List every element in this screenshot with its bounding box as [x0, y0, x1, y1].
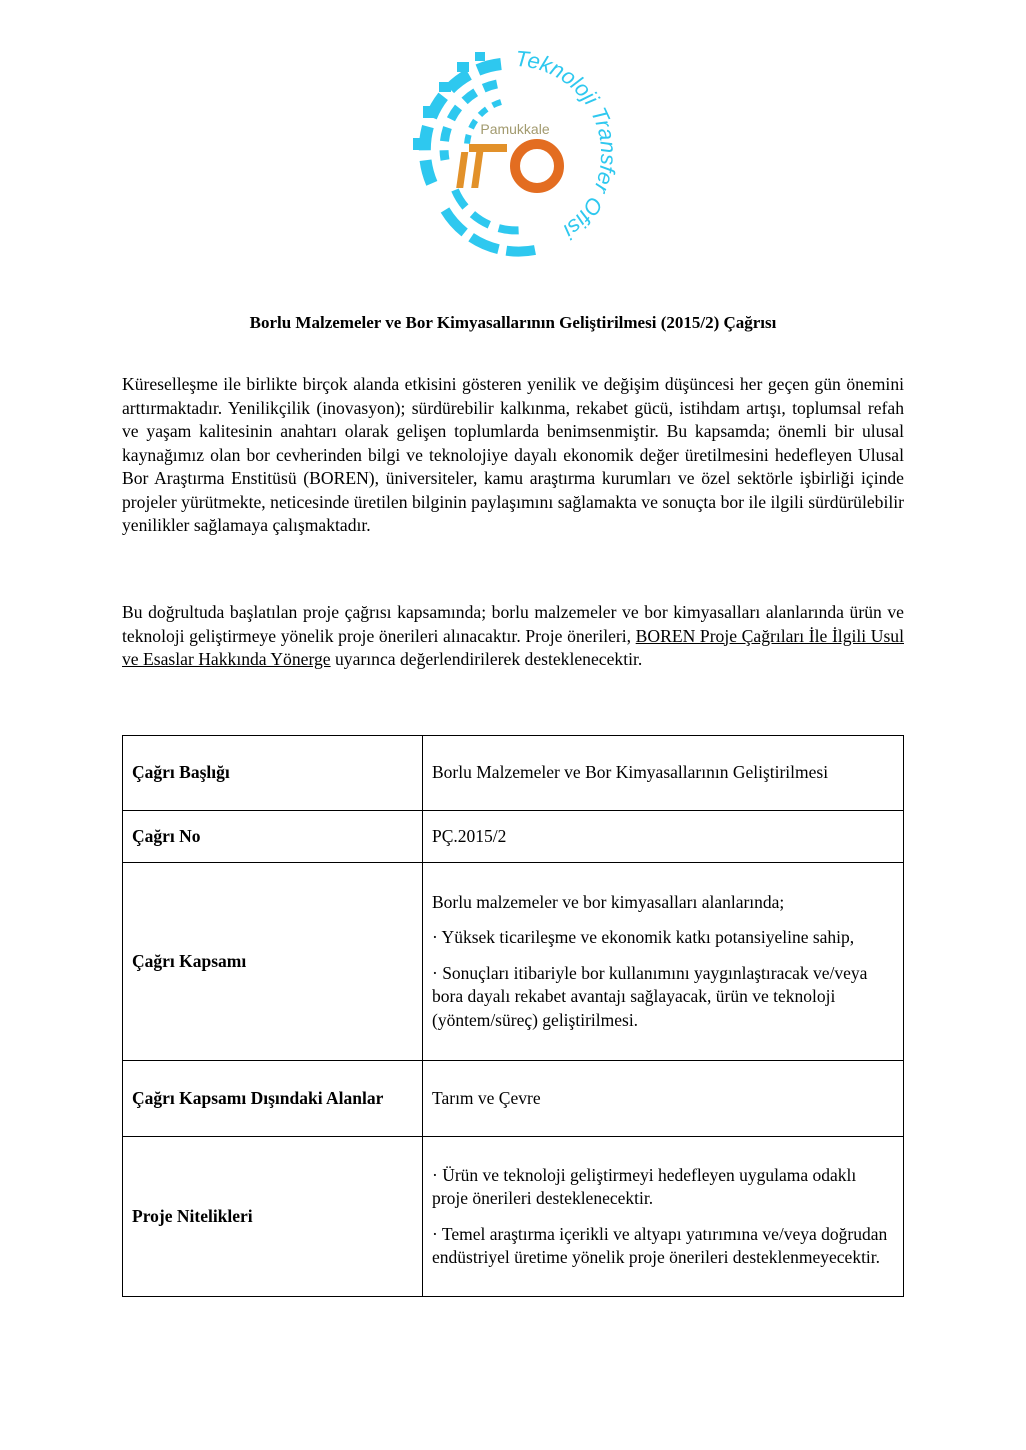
call-paragraph: [122, 601, 904, 672]
row-label: Çağrı Başlığı: [123, 736, 423, 811]
logo-initials: [456, 144, 559, 188]
value-line: PÇ.2015/2: [432, 825, 507, 846]
table-row: [123, 1137, 904, 1297]
value-line: · Sonuçları itibariyle bor kullanımını yaygınlaştıracak ve/veya bora dayalı rekabet avantajı sağlayacak, ürün ve teknoloji (yöntem/süreç) geliştirilmesi.: [432, 962, 868, 1030]
call-paragraph-text-2: uyarınca değerlendirilerek desteklenecektir.: [330, 649, 643, 669]
document-title: Borlu Malzemeler ve Bor Kimyasallarının Geliştirilmesi (2015/2) Çağrısı: [249, 313, 777, 332]
table-row: [123, 811, 904, 863]
row-label: Çağrı Kapsamı Dışındaki Alanlar: [123, 1061, 423, 1137]
row-label: Proje Nitelikleri: [123, 1137, 423, 1297]
row-value: [423, 1137, 904, 1297]
table-row: [123, 1061, 904, 1137]
row-value: [423, 1061, 904, 1137]
table-row: [123, 736, 904, 811]
value-line: · Ürün ve teknoloji geliştirmeyi hedefleyen uygulama odaklı proje önerileri desteklenecektir.: [432, 1164, 857, 1208]
intro-paragraph: Küreselleşme ile birlikte birçok alanda etkisini gösteren yenilik ve değişim düşüncesi her geçen gün önemini arttırmaktadır. Yenilikçilik (inovasyon); sürdürebilir kalkınma, rekabet gücü, istihdam artışı, toplumsal refah ve yaşam kalitesinin anahtarı olarak gelişen toplumlarda benimsenmiştir. Bu kapsamda; önemli bir ulusal kaynağımız olan bor cevherinden bilgi ve teknolojiye dayalı ekonomik değer üretilmesini hedefleyen Ulusal Bor Araştırma Enstitüsü (BOREN), üniversiteler, kamu araştırma kurumları ve özel sektörle işbirliği içinde projeler yürütmekte, neticesinde üretilen bilginin paylaşımını sağlamakta ve sonuçta bor ile ilgili sürdürülebilir yenilikler sağlamaya çalışmaktadır.: [122, 374, 904, 535]
value-line: · Temel araştırma içerikli ve altyapı yatırımına ve/veya doğrudan endüstriyel üretime yönelik proje önerileri desteklenmeyecektir.: [432, 1223, 888, 1267]
value-line: Borlu Malzemeler ve Bor Kimyasallarının Geliştirilmesi: [432, 762, 829, 783]
value-line: Borlu malzemeler ve bor kimyasalları alanlarında;: [432, 891, 785, 912]
row-value: [423, 736, 904, 811]
call-info-table: [122, 735, 904, 1297]
row-label: Çağrı No: [123, 811, 423, 863]
logo-brand: Pamukkale: [480, 121, 550, 137]
tto-logo: [405, 40, 625, 265]
value-line: · Yüksek ticarileşme ve ekonomik katkı potansiyeline sahip,: [432, 927, 855, 948]
value-line: Tarım ve Çevre: [432, 1087, 541, 1108]
logo-arc-text: Teknoloji Transfer Ofisi: [514, 45, 622, 244]
row-value: [423, 863, 904, 1061]
call-paragraph-text-1: Bu doğrultuda başlatılan proje çağrısı kapsamında; borlu malzemeler ve bor kimyasalları alanlarında ürün ve teknoloji geliştirmeye yönelik proje önerileri alınacaktır. Proje önerileri,: [122, 602, 904, 646]
row-value: [423, 811, 904, 863]
regulation-link[interactable]: BOREN Proje Çağrıları İle İlgili Usul ve Esaslar Hakkında Yönerge: [122, 625, 904, 669]
table-row: [123, 863, 904, 1061]
row-label: Çağrı Kapsamı: [123, 863, 423, 1061]
